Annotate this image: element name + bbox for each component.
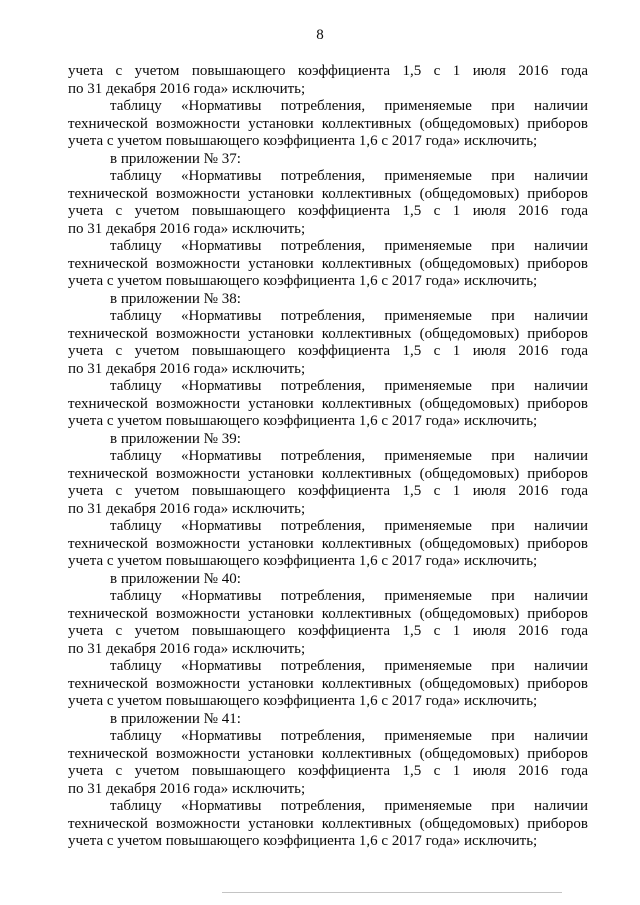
text-line: по 31 декабря 2016 года» исключить;: [68, 640, 306, 657]
text-line: технической возможности установки коллективных (общедомовых) приборов: [68, 815, 588, 832]
text-line: таблицу «Нормативы потребления, применяемые при наличии: [110, 798, 588, 814]
text-line: учета с учетом повышающего коэффициента 1,6 с 2017 года» исключить;: [68, 413, 538, 429]
appendix-39-table-coef-1-5: [68, 448, 588, 518]
text-line: учета с учетом повышающего коэффициента 1,5 с 1 июля 2016 года: [68, 623, 588, 639]
text-line: по 31 декабря 2016 года» исключить;: [68, 80, 306, 97]
text-line: учета с учетом повышающего коэффициента 1,5 с 1 июля 2016 года: [68, 343, 588, 359]
text-line: технической возможности установки коллективных (общедомовых) приборов: [68, 115, 588, 132]
appendix-38-table-coef-1-6: [68, 378, 588, 431]
text-line: таблицу «Нормативы потребления, применяемые при наличии: [110, 308, 588, 324]
text-line: технической возможности установки коллективных (общедомовых) приборов: [68, 675, 588, 692]
text-line: учета с учетом повышающего коэффициента 1,5 с 1 июля 2016 года: [68, 763, 588, 779]
appendix-38-table-coef-1-5: [68, 308, 588, 378]
document-body: [68, 63, 588, 851]
appendix-40-heading: [68, 571, 588, 589]
text-line: технической возможности установки коллективных (общедомовых) приборов: [68, 605, 588, 622]
appendix-37-heading: [68, 151, 588, 169]
text-line: технической возможности установки коллективных (общедомовых) приборов: [68, 185, 588, 202]
text-line: таблицу «Нормативы потребления, применяемые при наличии: [110, 658, 588, 674]
text-line: по 31 декабря 2016 года» исключить;: [68, 360, 306, 377]
text-line: таблицу «Нормативы потребления, применяемые при наличии: [110, 238, 588, 254]
paragraph-table-coef-1-6: [68, 98, 588, 151]
text-line: учета с учетом повышающего коэффициента 1,5 с 1 июля 2016 года: [68, 203, 588, 219]
appendix-39-heading: [68, 431, 588, 449]
text-line: технической возможности установки коллективных (общедомовых) приборов: [68, 325, 588, 342]
text-line: технической возможности установки коллективных (общедомовых) приборов: [68, 745, 588, 762]
text-line: в приложении № 39:: [110, 430, 241, 447]
appendix-38-heading: [68, 291, 588, 309]
text-line: по 31 декабря 2016 года» исключить;: [68, 780, 306, 797]
text-line: в приложении № 37:: [110, 150, 241, 167]
appendix-40-table-coef-1-5: [68, 588, 588, 658]
text-line: технической возможности установки коллективных (общедомовых) приборов: [68, 535, 588, 552]
paragraph-continuation: [68, 63, 588, 98]
text-line: по 31 декабря 2016 года» исключить;: [68, 500, 306, 517]
text-line: таблицу «Нормативы потребления, применяемые при наличии: [110, 518, 588, 534]
page-number: 8: [316, 27, 324, 43]
text-line: учета с учетом повышающего коэффициента 1,6 с 2017 года» исключить;: [68, 553, 538, 569]
text-line: таблицу «Нормативы потребления, применяемые при наличии: [110, 448, 588, 464]
appendix-37-table-coef-1-6: [68, 238, 588, 291]
text-line: учета с учетом повышающего коэффициента 1,5 с 1 июля 2016 года: [68, 483, 588, 499]
text-line: технической возможности установки коллективных (общедомовых) приборов: [68, 395, 588, 412]
text-line: таблицу «Нормативы потребления, применяемые при наличии: [110, 378, 588, 394]
appendix-41-heading: [68, 711, 588, 729]
text-line: таблицу «Нормативы потребления, применяемые при наличии: [110, 98, 588, 114]
text-line: учета с учетом повышающего коэффициента 1,5 с 1 июля 2016 года: [68, 63, 588, 79]
text-line: таблицу «Нормативы потребления, применяемые при наличии: [110, 168, 588, 184]
text-line: таблицу «Нормативы потребления, применяемые при наличии: [110, 728, 588, 744]
scan-edge-line: [222, 892, 562, 893]
text-line: в приложении № 40:: [110, 570, 241, 587]
text-line: учета с учетом повышающего коэффициента 1,6 с 2017 года» исключить;: [68, 693, 538, 709]
text-line: учета с учетом повышающего коэффициента 1,6 с 2017 года» исключить;: [68, 833, 538, 849]
text-line: технической возможности установки коллективных (общедомовых) приборов: [68, 465, 588, 482]
appendix-41-table-coef-1-5: [68, 728, 588, 798]
text-line: в приложении № 41:: [110, 710, 241, 727]
text-line: в приложении № 38:: [110, 290, 241, 307]
text-line: таблицу «Нормативы потребления, применяемые при наличии: [110, 588, 588, 604]
text-line: учета с учетом повышающего коэффициента 1,6 с 2017 года» исключить;: [68, 273, 538, 289]
appendix-39-table-coef-1-6: [68, 518, 588, 571]
appendix-37-table-coef-1-5: [68, 168, 588, 238]
text-line: технической возможности установки коллективных (общедомовых) приборов: [68, 255, 588, 272]
text-line: учета с учетом повышающего коэффициента 1,6 с 2017 года» исключить;: [68, 133, 538, 149]
text-line: по 31 декабря 2016 года» исключить;: [68, 220, 306, 237]
appendix-41-table-coef-1-6: [68, 798, 588, 851]
appendix-40-table-coef-1-6: [68, 658, 588, 711]
